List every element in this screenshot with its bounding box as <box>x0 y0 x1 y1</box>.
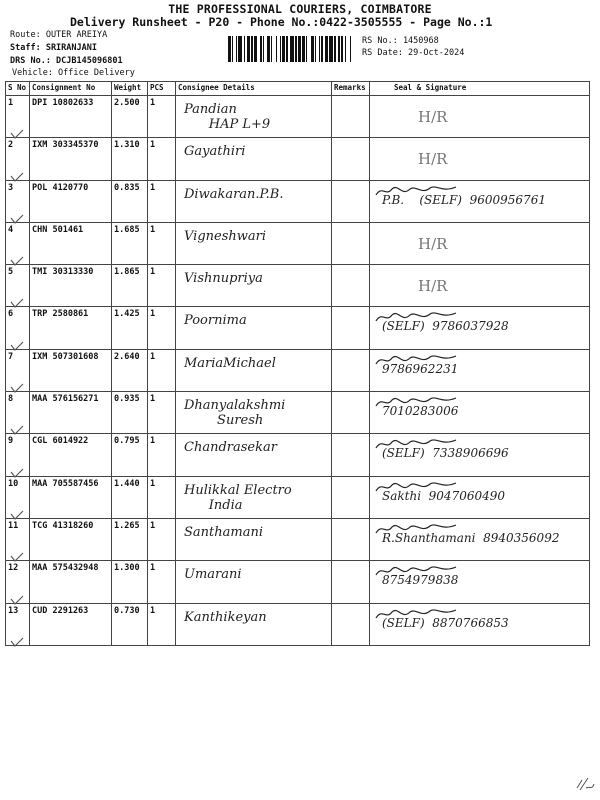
cell-seal <box>370 603 590 645</box>
cell-seal <box>370 476 590 518</box>
cell-pcs: 1 <box>148 349 176 391</box>
cell-weight: 2.500 <box>112 96 148 138</box>
signature-scribble-icon <box>372 183 462 199</box>
runsheet-title: Delivery Runsheet - P20 - Phone No.:0422-3505555 - Page No.:1 <box>70 15 493 29</box>
consignee-handwritten-name: Kanthikeyan <box>184 609 267 625</box>
rs-date: RS Date: 29-Oct-2024 <box>362 48 465 58</box>
cell-remarks <box>332 349 370 391</box>
cell-seal <box>370 349 590 391</box>
cell-consignment: CUD 2291263 <box>30 603 112 645</box>
cell-seal <box>370 265 590 307</box>
consignee-handwritten-name: Pandian HAP L+9 <box>184 102 271 132</box>
cell-remarks <box>332 603 370 645</box>
cell-sno <box>6 307 30 349</box>
col-header-weight: Weight <box>112 82 148 96</box>
cell-consignee <box>176 603 332 645</box>
table-row <box>6 265 590 307</box>
table-header-row <box>6 82 590 96</box>
serial-number: 12 <box>8 563 19 574</box>
serial-number: 6 <box>8 309 14 320</box>
cell-consignment: MAA 705587456 <box>30 476 112 518</box>
cell-remarks <box>332 392 370 434</box>
cell-pcs: 1 <box>148 434 176 476</box>
cell-sno <box>6 180 30 222</box>
cell-consignment: MAA 576156271 <box>30 392 112 434</box>
cell-sno <box>6 138 30 180</box>
cell-seal <box>370 307 590 349</box>
cell-sno <box>6 434 30 476</box>
cell-consignment: CHN 501461 <box>30 222 112 264</box>
serial-number: 9 <box>8 436 14 447</box>
cell-pcs: 1 <box>148 476 176 518</box>
cell-seal <box>370 222 590 264</box>
consignee-handwritten-name: Santhamani <box>184 524 263 540</box>
seal-signature-text: H/R <box>418 234 448 253</box>
cell-consignee <box>176 476 332 518</box>
signature-scribble-icon <box>372 352 462 368</box>
signature-scribble-icon <box>372 521 462 537</box>
cell-sno <box>6 96 30 138</box>
runsheet-table <box>5 81 590 646</box>
serial-number: 4 <box>8 224 14 235</box>
cell-seal <box>370 392 590 434</box>
signature-scribble-icon <box>372 479 462 495</box>
seal-signature-text: 8754979838 <box>382 573 459 588</box>
cell-seal <box>370 138 590 180</box>
consignee-handwritten-name: Umarani <box>184 567 242 583</box>
col-header-pcs: PCS <box>148 82 176 96</box>
cell-remarks <box>332 307 370 349</box>
drs-number: DRS No.: DCJB145096801 <box>10 56 123 66</box>
cell-sno <box>6 349 30 391</box>
table-row <box>6 476 590 518</box>
serial-number: 5 <box>8 267 14 278</box>
cell-consignee <box>176 307 332 349</box>
cell-consignment: TRP 2580861 <box>30 307 112 349</box>
table-row <box>6 349 590 391</box>
serial-number: 2 <box>8 140 14 151</box>
cell-consignee <box>176 222 332 264</box>
table-row <box>6 434 590 476</box>
table-row <box>6 222 590 264</box>
cell-sno <box>6 603 30 645</box>
consignee-handwritten-name: Diwakaran.P.B. <box>184 186 284 202</box>
cell-sno <box>6 518 30 560</box>
cell-remarks <box>332 518 370 560</box>
signature-scribble-icon <box>372 563 462 579</box>
serial-number: 1 <box>8 98 14 108</box>
serial-number: 11 <box>8 520 19 531</box>
seal-signature-text: (SELF) 8870766853 <box>382 615 509 630</box>
serial-number: 8 <box>8 394 14 405</box>
consignee-handwritten-name: Vishnupriya <box>184 271 263 287</box>
cell-weight: 1.265 <box>112 518 148 560</box>
cell-consignment: POL 4120770 <box>30 180 112 222</box>
signature-scribble-icon <box>372 436 462 452</box>
signature-scribble-icon <box>372 309 462 325</box>
col-header-seal: Seal & Signature <box>370 82 590 96</box>
cell-weight: 1.425 <box>112 307 148 349</box>
cell-consignment: TCG 41318260 <box>30 518 112 560</box>
cell-consignee <box>176 138 332 180</box>
cell-pcs: 1 <box>148 603 176 645</box>
cell-remarks <box>332 561 370 603</box>
cell-consignment: IXM 303345370 <box>30 138 112 180</box>
cell-consignee <box>176 561 332 603</box>
consignee-handwritten-name: Vigneshwari <box>184 228 266 244</box>
cell-pcs: 1 <box>148 96 176 138</box>
cell-sno <box>6 561 30 603</box>
consignee-handwritten-name: Hulikkal Electro India <box>184 482 292 513</box>
table-row <box>6 96 590 138</box>
seal-signature-text: (SELF) 7338906696 <box>382 446 509 461</box>
consignee-handwritten-name: Chandrasekar <box>184 440 277 456</box>
seal-signature-text: 7010283006 <box>382 404 459 419</box>
cell-pcs: 1 <box>148 222 176 264</box>
barcode-icon <box>228 36 354 62</box>
table-row <box>6 518 590 560</box>
consignee-handwritten-name: MariaMichael <box>184 355 276 371</box>
cell-consignment: IXM 507301608 <box>30 349 112 391</box>
cell-seal <box>370 434 590 476</box>
cell-sno <box>6 265 30 307</box>
cell-consignee <box>176 518 332 560</box>
cell-consignee <box>176 349 332 391</box>
rs-number: RS No.: 1450968 <box>362 36 439 46</box>
col-header-remarks: Remarks <box>332 82 370 96</box>
signature-scribble-icon <box>372 606 462 622</box>
table-row <box>6 392 590 434</box>
cell-remarks <box>332 434 370 476</box>
consignee-handwritten-name: Poornima <box>184 313 247 329</box>
cell-consignee <box>176 434 332 476</box>
cell-weight: 1.865 <box>112 265 148 307</box>
seal-signature-text: H/R <box>418 150 448 169</box>
cell-consignment: MAA 575432948 <box>30 561 112 603</box>
serial-number: 7 <box>8 351 14 362</box>
cell-remarks <box>332 222 370 264</box>
serial-number: 10 <box>8 478 19 489</box>
cell-remarks <box>332 96 370 138</box>
cell-weight: 2.640 <box>112 349 148 391</box>
table-row <box>6 561 590 603</box>
cell-consignee <box>176 96 332 138</box>
seal-signature-text: 9786962231 <box>382 361 459 376</box>
consignee-handwritten-name: Dhanyalakshmi Suresh <box>184 398 286 429</box>
cell-pcs: 1 <box>148 392 176 434</box>
route-label: Route: OUTER AREIYA <box>10 30 108 40</box>
cell-sno <box>6 476 30 518</box>
table-row <box>6 603 590 645</box>
cell-remarks <box>332 476 370 518</box>
seal-signature-text: P.B. (SELF) 9600956761 <box>382 192 546 207</box>
consignee-handwritten-name: Gayathiri <box>184 144 246 160</box>
cell-remarks <box>332 265 370 307</box>
cell-consignment: TMI 30313330 <box>30 265 112 307</box>
cell-consignment: DPI 10802633 <box>30 96 112 138</box>
staff-label: Staff: SRIRANJANI <box>10 43 97 53</box>
cell-consignee <box>176 180 332 222</box>
col-header-sno: S No <box>6 82 30 96</box>
cell-consignee <box>176 392 332 434</box>
seal-signature-text: H/R <box>418 108 448 126</box>
table-row <box>6 307 590 349</box>
cell-consignment: CGL 6014922 <box>30 434 112 476</box>
seal-signature-text: H/R <box>418 277 448 296</box>
seal-signature-text: R.Shanthamani 8940356092 <box>382 530 560 545</box>
cell-pcs: 1 <box>148 307 176 349</box>
cell-weight: 0.795 <box>112 434 148 476</box>
vehicle-label: Vehicle: Office Delivery <box>12 68 135 78</box>
cell-sno <box>6 222 30 264</box>
cell-seal <box>370 180 590 222</box>
cell-remarks <box>332 138 370 180</box>
cell-remarks <box>332 180 370 222</box>
serial-number: 3 <box>8 182 14 193</box>
cell-seal <box>370 96 590 138</box>
table-row <box>6 138 590 180</box>
table-row <box>6 180 590 222</box>
company-name: THE PROFESSIONAL COURIERS, COIMBATORE <box>168 2 432 16</box>
cell-sno <box>6 392 30 434</box>
cell-pcs: 1 <box>148 138 176 180</box>
cell-pcs: 1 <box>148 518 176 560</box>
check-mark-icon <box>10 637 24 647</box>
cell-weight: 1.310 <box>112 138 148 180</box>
cell-seal <box>370 561 590 603</box>
cell-pcs: 1 <box>148 561 176 603</box>
cell-weight: 1.440 <box>112 476 148 518</box>
col-header-consignee: Consignee Details <box>176 82 332 96</box>
signature-scribble-icon <box>372 394 462 410</box>
cell-weight: 1.685 <box>112 222 148 264</box>
cell-weight: 0.935 <box>112 392 148 434</box>
seal-signature-text: (SELF) 9786037928 <box>382 319 509 334</box>
serial-number: 13 <box>8 605 19 616</box>
cell-weight: 0.835 <box>112 180 148 222</box>
cell-weight: 1.300 <box>112 561 148 603</box>
cell-pcs: 1 <box>148 180 176 222</box>
cell-seal <box>370 518 590 560</box>
cell-weight: 0.730 <box>112 603 148 645</box>
seal-signature-text: Sakthi 9047060490 <box>382 488 506 503</box>
col-header-consignment: Consignment No <box>30 82 112 96</box>
cell-consignee <box>176 265 332 307</box>
cell-pcs: 1 <box>148 265 176 307</box>
corner-scribble-icon <box>574 774 596 794</box>
